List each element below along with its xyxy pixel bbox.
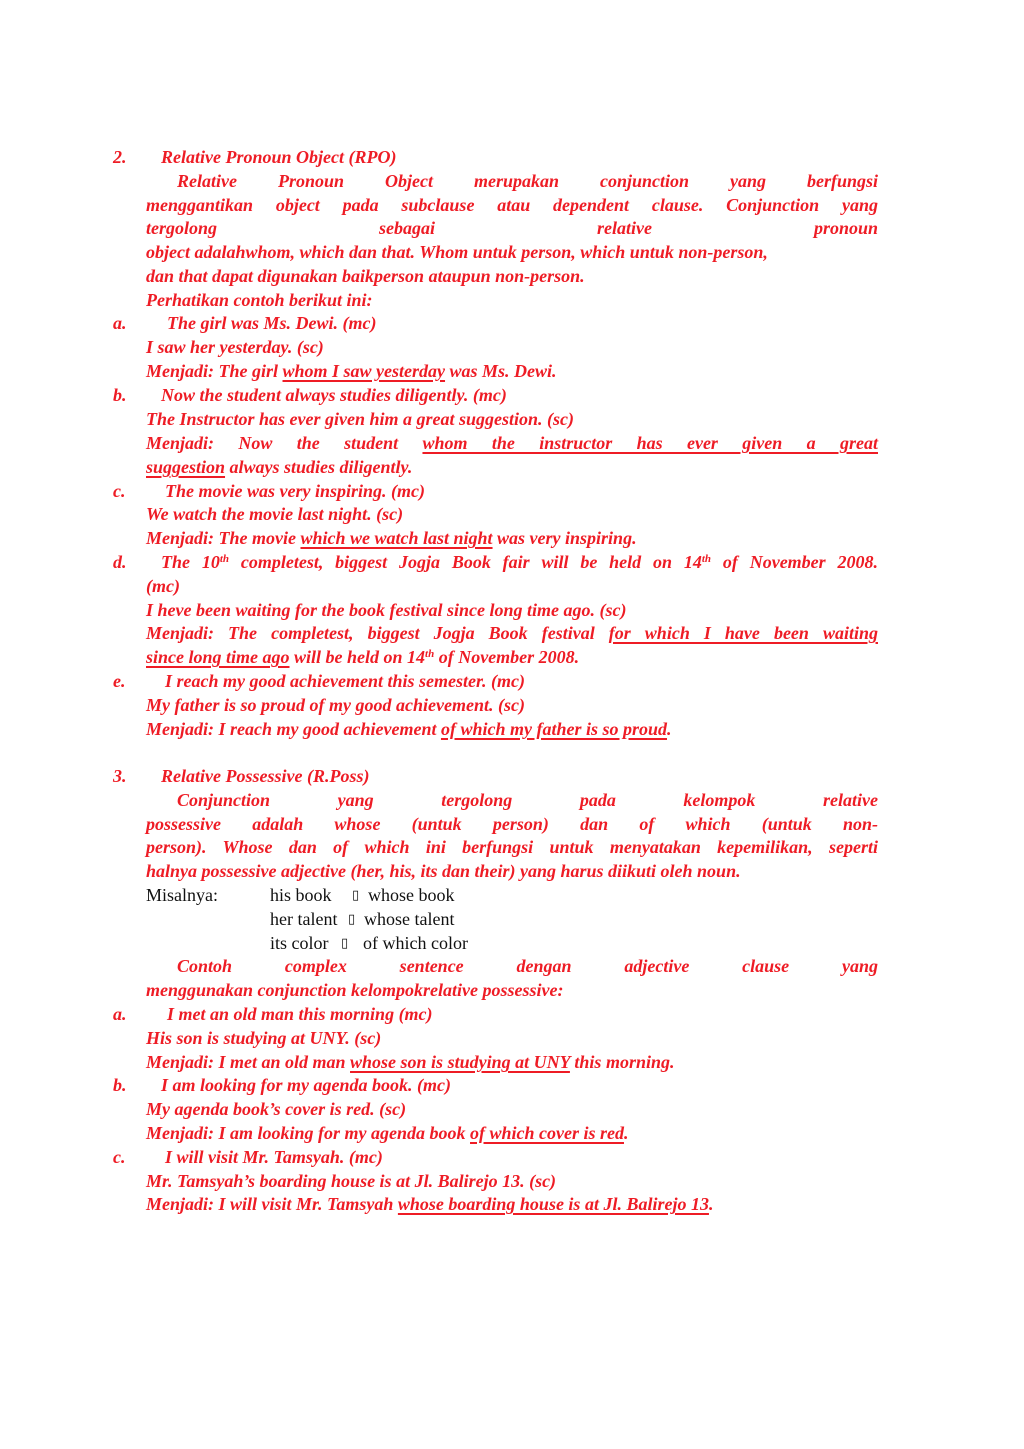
sub-clause-text: I heve been waiting for the book festival since long time ago. (sc) xyxy=(146,600,627,620)
main-clause-text: completest, biggest Jogja Book fair will be held on 14 xyxy=(240,552,702,572)
example-marker: a. xyxy=(113,1004,127,1024)
result-suffix: of November 2008. xyxy=(438,647,580,667)
section-number: 2. xyxy=(113,147,127,167)
result-suffix: will be held on 14 xyxy=(294,647,426,667)
example-marker: a. xyxy=(113,313,127,333)
underlined-clause: of which cover is red xyxy=(470,1123,624,1143)
superscript: th xyxy=(219,553,230,565)
result-prefix: Menjadi: I met an old man xyxy=(146,1052,346,1072)
main-clause-text: The girl was Ms. Dewi. (mc) xyxy=(167,313,377,333)
section-title: Relative Possessive (R.Poss) xyxy=(161,766,370,786)
paragraph-line: person). Whose dan of which ini berfungsi untuk menyatakan kepemilikan, seperti xyxy=(146,837,878,857)
main-clause-text: The movie was very inspiring. (mc) xyxy=(165,481,425,501)
paragraph-line: halnya possessive adjective (her, his, its dan their) yang harus diikuti oleh noun. xyxy=(146,861,741,881)
example-marker: d. xyxy=(113,552,127,572)
underlined-clause: whom I saw yesterday xyxy=(282,361,446,381)
example-marker: b. xyxy=(113,1075,127,1095)
underlined-clause: whose son is studying at UNY xyxy=(350,1052,570,1072)
result-suffix: was very inspiring. xyxy=(497,528,637,548)
paragraph-line: object adalahwhom, which dan that. Whom untuk person, which untuk non-person, xyxy=(146,242,768,262)
mapping-from: its color xyxy=(270,933,329,953)
arrow-icon: ▯ xyxy=(348,912,356,927)
paragraph-line: menggunakan conjunction kelompokrelative possessive: xyxy=(146,980,564,1000)
main-clause-text: I reach my good achievement this semester. (mc) xyxy=(165,671,525,691)
result-suffix: . xyxy=(624,1123,629,1143)
sub-clause-text: My agenda book’s cover is red. (sc) xyxy=(146,1099,407,1119)
section-title: Relative Pronoun Object (RPO) xyxy=(161,147,397,167)
example-marker: b. xyxy=(113,385,127,405)
paragraph-line: Conjunction yang tergolong pada kelompok relative xyxy=(177,790,878,810)
main-clause-text: The 10 xyxy=(161,552,220,572)
example-marker: c. xyxy=(113,1147,126,1167)
sub-clause-text: The Instructor has ever given him a great suggestion. (sc) xyxy=(146,409,575,429)
result-suffix: . xyxy=(667,719,672,739)
main-clause-text: of November 2008. xyxy=(722,552,879,572)
arrow-icon: ▯ xyxy=(352,888,360,903)
sub-clause-text: We watch the movie last night. (sc) xyxy=(146,504,404,524)
result-prefix: Menjadi: I reach my good achievement xyxy=(146,719,437,739)
result-prefix: Menjadi: The girl xyxy=(146,361,279,381)
result-prefix: Menjadi: The completest, biggest Jogja Book festival xyxy=(146,623,595,643)
superscript: th xyxy=(425,648,435,660)
example-marker: c. xyxy=(113,481,126,501)
result-suffix: . xyxy=(708,1194,714,1214)
underlined-clause: suggestion xyxy=(146,457,226,477)
main-clause-text: Now the student always studies diligently. (mc) xyxy=(161,385,507,405)
underlined-clause: since long time ago xyxy=(146,647,290,667)
mapping-to: whose talent xyxy=(364,909,455,929)
paragraph-line: dan that dapat digunakan baikperson ataupun non-person. xyxy=(146,266,585,286)
result-suffix: always studies diligently. xyxy=(229,457,413,477)
underlined-clause: whom the instructor has ever given a great xyxy=(422,433,878,453)
result-suffix: was Ms. Dewi. xyxy=(449,361,557,381)
paragraph-line: tergolong sebagai relative pronoun xyxy=(146,218,878,238)
underlined-clause: whose boarding house is at Jl. Balirejo 13 xyxy=(397,1194,709,1214)
paragraph-line: Relative Pronoun Object merupakan conjunction yang berfungsi xyxy=(177,171,878,191)
superscript: th xyxy=(701,553,712,565)
paragraph-line: menggantikan object pada subclause atau dependent clause. Conjunction yang xyxy=(146,195,878,215)
mapping-from: his book xyxy=(270,885,332,905)
mapping-to: whose book xyxy=(368,885,455,905)
section-number: 3. xyxy=(113,766,127,786)
sub-clause-text: My father is so proud of my good achievement. (sc) xyxy=(146,695,525,715)
underlined-clause: for which I have been waiting xyxy=(608,623,878,643)
sub-clause-text: Mr. Tamsyah’s boarding house is at Jl. Balirejo 13. (sc) xyxy=(146,1171,557,1191)
main-clause-text: I will visit Mr. Tamsyah. (mc) xyxy=(165,1147,383,1167)
main-clause-text: I met an old man this morning (mc) xyxy=(167,1004,433,1024)
main-clause-text: I am looking for my agenda book. (mc) xyxy=(161,1075,451,1095)
sub-clause-text: I saw her yesterday. (sc) xyxy=(146,337,324,357)
underlined-clause: of which my father is so proud xyxy=(440,719,667,739)
arrow-icon: ▯ xyxy=(341,936,349,951)
clause-tag: (mc) xyxy=(146,576,180,596)
underlined-clause: which we watch last night xyxy=(300,528,493,548)
example-marker: e. xyxy=(113,671,126,691)
result-suffix: this morning. xyxy=(574,1052,675,1072)
result-prefix: Menjadi: Now the student xyxy=(146,433,399,453)
paragraph-line: Perhatikan contoh berikut ini: xyxy=(146,290,373,310)
misalnya-label: Misalnya: xyxy=(146,885,218,905)
result-prefix: Menjadi: The movie xyxy=(146,528,296,548)
paragraph-line: Contoh complex sentence dengan adjective clause yang xyxy=(177,956,878,976)
result-prefix: Menjadi: I will visit Mr. Tamsyah xyxy=(146,1194,394,1214)
sub-clause-text: His son is studying at UNY. (sc) xyxy=(146,1028,382,1048)
mapping-from: her talent xyxy=(270,909,338,929)
mapping-to: of which color xyxy=(363,933,468,953)
result-prefix: Menjadi: I am looking for my agenda book xyxy=(146,1123,466,1143)
paragraph-line: possessive adalah whose (untuk person) dan of which (untuk non- xyxy=(146,814,878,834)
